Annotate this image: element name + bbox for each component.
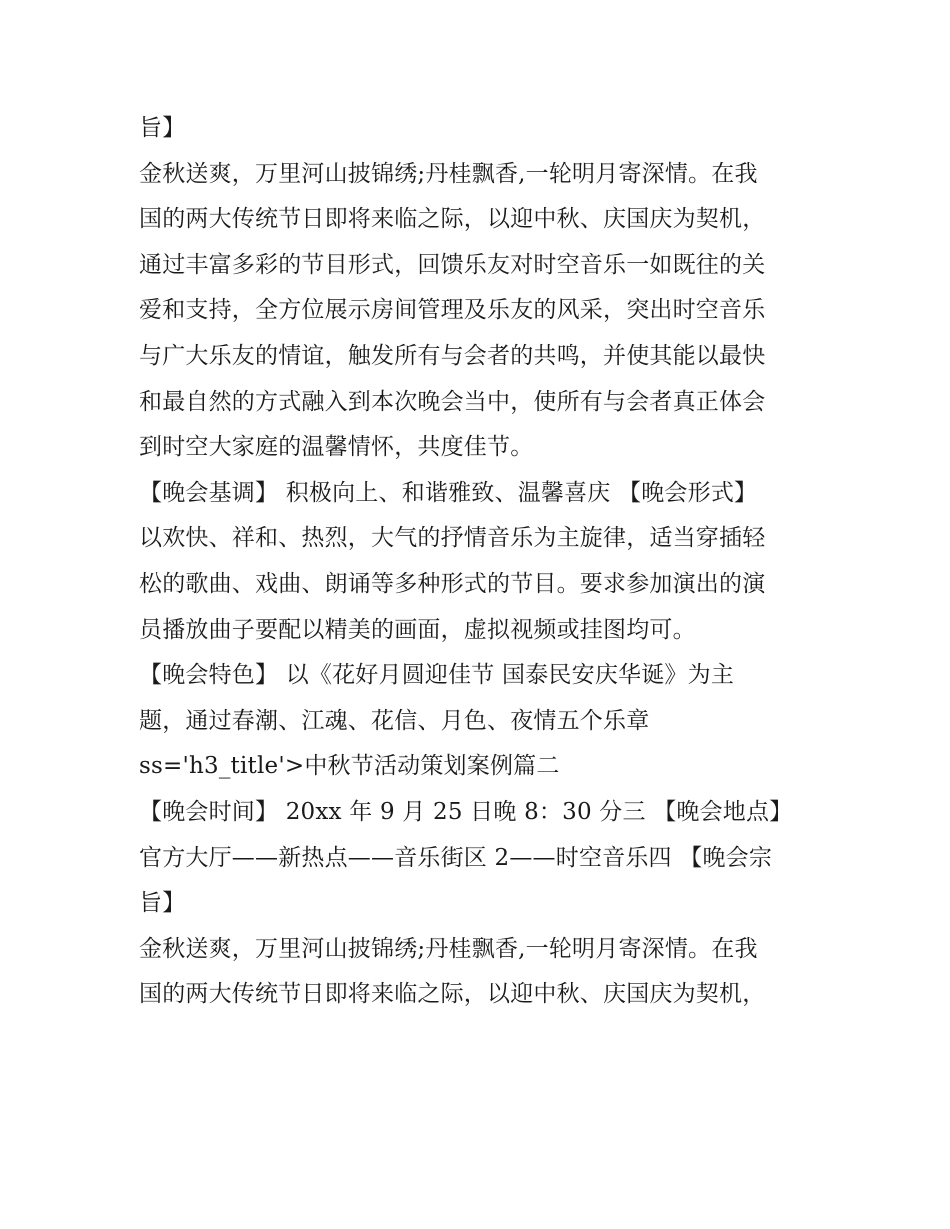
text-line: 以欢快、祥和、热烈，大气的抒情音乐为主旋律，适当穿插轻 <box>139 525 766 552</box>
text-line: 旨】 <box>139 890 186 917</box>
text-line: 员播放曲子要配以精美的画面，虚拟视频或挂图均可。 <box>139 616 696 643</box>
text-line: 金秋送爽，万里河山披锦绣;丹桂飘香,一轮明月寄深情。在我 <box>139 935 758 962</box>
text-line: ss='h3_title'>中秋节活动策划案例篇二 <box>139 753 560 780</box>
text-line: 官方大厅——新热点——音乐街区 2——时空音乐四 【晚会宗 <box>139 844 773 871</box>
text-line: 旨】 <box>139 115 186 141</box>
text-line: 松的歌曲、戏曲、朗诵等多种形式的节目。要求参加演出的演 <box>139 570 766 597</box>
text-line: 国的两大传统节日即将来临之际，以迎中秋、庆国庆为契机， <box>139 206 766 233</box>
text-line: 和最自然的方式融入到本次晚会当中，使所有与会者真正体会 <box>139 388 766 415</box>
text-line: 爱和支持，全方位展示房间管理及乐友的风采，突出时空音乐 <box>139 297 766 324</box>
text-line: 【晚会特色】 以《花好月圆迎佳节 国泰民安庆华诞》为主 <box>139 662 735 689</box>
text-line: 通过丰富多彩的节目形式，回馈乐友对时空音乐一如既往的关 <box>139 251 766 278</box>
text-line: 国的两大传统节日即将来临之际，以迎中秋、庆国庆为契机， <box>139 981 766 1008</box>
text-line: 到时空大家庭的温馨情怀，共度佳节。 <box>139 434 534 461</box>
body-text <box>139 106 819 1018</box>
text-line: 与广大乐友的情谊，触发所有与会者的共鸣，并使其能以最快 <box>139 342 766 369</box>
text-line: 金秋送爽，万里河山披锦绣;丹桂飘香,一轮明月寄深情。在我 <box>139 160 758 187</box>
text-line: 【晚会时间】 20xx 年 9 月 25 日晚 8：30 分三 【晚会地点】 <box>139 798 793 825</box>
text-line: 题，通过春潮、江魂、花信、月色、夜情五个乐章 <box>139 707 650 734</box>
text-line: 【晚会基调】 积极向上、和谐雅致、温馨喜庆 【晚会形式】 <box>139 479 758 506</box>
